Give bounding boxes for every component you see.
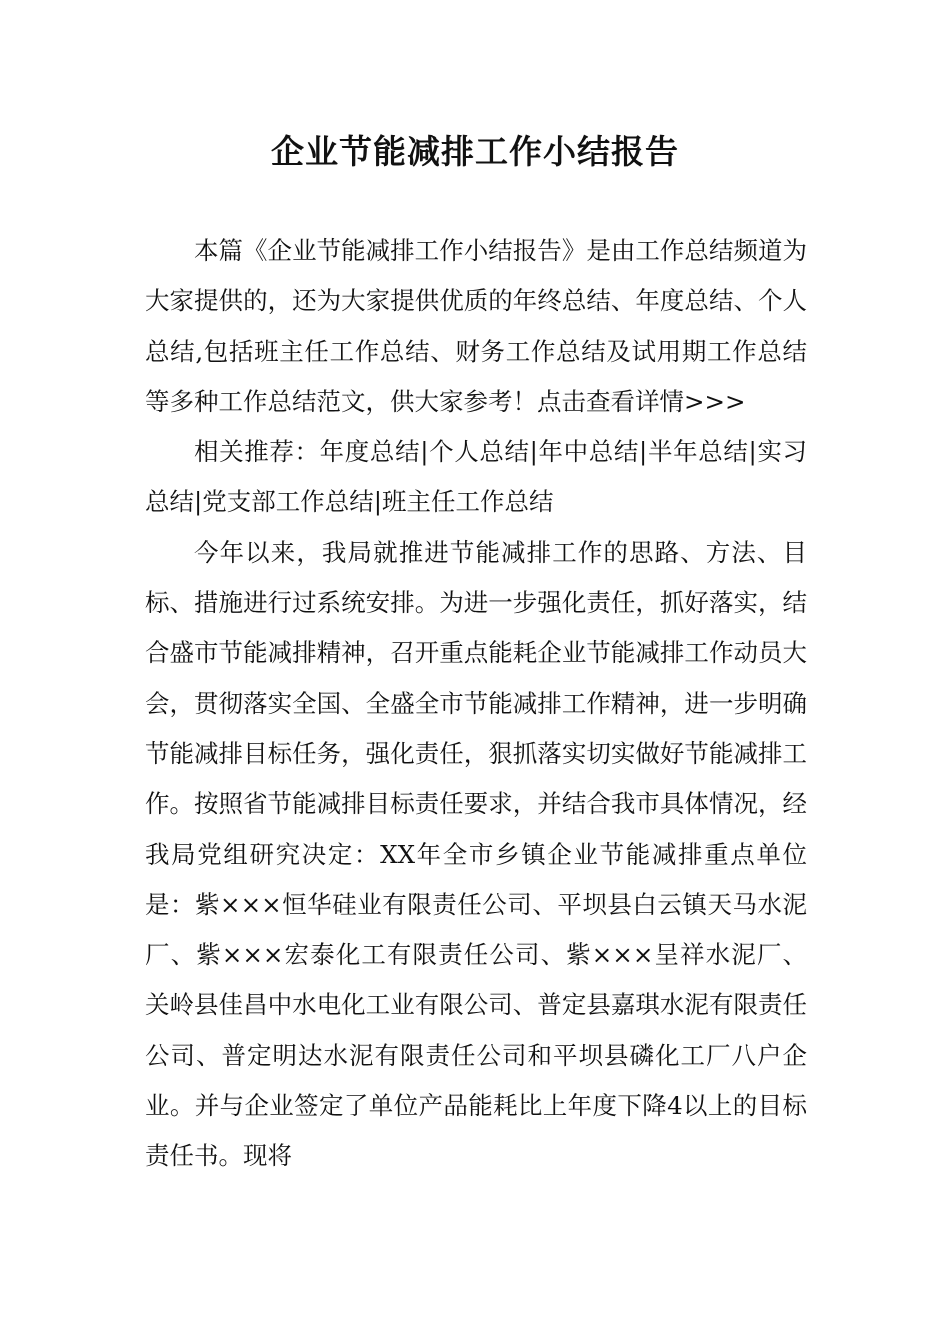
recommendation-paragraph: 相关推荐：年度总结|个人总结|年中总结|半年总结|实习总结|党支部工作总结|班主任工作总结 [145,437,807,517]
main-paragraph: 今年以来，我局就推进节能减排工作的思路、方法、目标、措施进行过系统安排。为进一步强化责任，抓好落实，结合盛市节能减排精神，召开重点能耗企业节能减排工作动员大会，贯彻落实全国、全盛全市节能减排工作精神，进一步明确节能减排目标任务，强化责任，狠抓落实切实做好节能减排工作。按照省节能减排目标责任要求，并结合我市具体情况，经我局党组研究决定：XX年全市乡镇企业节能减排重点单位是：紫×××恒华硅业有限责任公司、平坝县白云镇天马水泥厂、紫×××宏泰化工有限责任公司、紫×××呈祥水泥厂、关岭县佳昌中水电化工业有限公司、普定县嘉琪水泥有限责任公司、普定明达水泥有限责任公司和平坝县磷化工厂八户企业。并与企业签定了单位产品能耗比上年度下降4以上的目标责任书。现将 [145,537,807,1171]
document-body [145,226,807,1182]
intro-paragraph: 本篇《企业节能减排工作小结报告》是由工作总结频道为大家提供的，还为大家提供优质的年终总结、年度总结、个人总结,包括班主任工作总结、财务工作总结及试用期工作总结等多种工作总结范文，供大家参考！点击查看详情>>> [145,236,807,416]
document-title: 企业节能减排工作小结报告 [271,132,679,171]
